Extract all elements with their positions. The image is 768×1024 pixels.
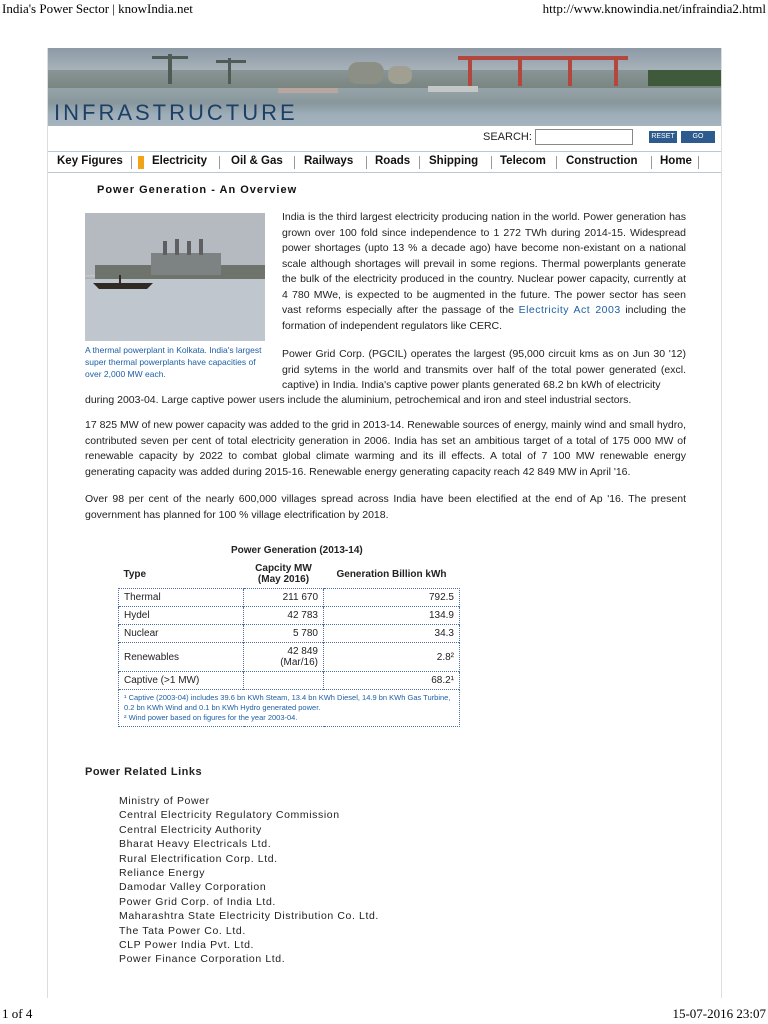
power-links-list [119, 794, 379, 967]
nav-separator [294, 156, 295, 169]
cell-capacity: 211 670 [244, 589, 324, 607]
thermal-powerplant-photo [85, 213, 265, 341]
page-title: Power Generation - An Overview [97, 184, 298, 196]
link-clp-india[interactable]: CLP Power India Pvt. Ltd. [119, 939, 255, 952]
table-notes-row [119, 690, 460, 727]
cell-capacity: 42 783 [244, 607, 324, 625]
cell-generation: 134.9 [324, 607, 460, 625]
paragraph-pgcil-cont: during 2003-04. Large captive power users include the aluminium, petrochemical and iron and steel industrial sectors. [85, 394, 632, 406]
cell-type: Thermal [119, 589, 244, 607]
nav-home[interactable]: Home [660, 155, 692, 167]
table-row [119, 607, 460, 625]
link-reliance-energy[interactable]: Reliance Energy [119, 867, 206, 880]
nav-roads[interactable]: Roads [375, 155, 411, 167]
links-section-title: Power Related Links [85, 766, 203, 778]
nav-railways[interactable]: Railways [304, 155, 354, 167]
link-cea[interactable]: Central Electricity Authority [119, 823, 262, 836]
paragraph-pgcil: Power Grid Corp. (PGCIL) operates the largest (95,000 circuit kms as on Jun 30 '12) grid sytems in the world and transmits over half of the total power generated (excl. captive) in India. India's captive power plants generated 68.2 bn kWh of electricity [282, 348, 686, 391]
main-nav [48, 151, 721, 173]
table-row [119, 625, 460, 643]
nav-separator [651, 156, 652, 169]
nav-separator [366, 156, 367, 169]
nav-separator [219, 156, 220, 169]
nav-electricity[interactable]: Electricity [152, 155, 207, 167]
cell-capacity: 42 849 (Mar/16) [244, 643, 324, 672]
nav-separator [419, 156, 420, 169]
banner-title: INFRASTRUCTURE [54, 100, 298, 125]
print-header-title: India's Power Sector | knowIndia.net [2, 1, 193, 16]
col-generation-header: Generation Billion kWh [336, 568, 447, 580]
reset-button[interactable]: RESET [649, 131, 677, 143]
nav-separator [698, 156, 699, 169]
col-capacity-header: Capcity MW (May 2016) [255, 563, 312, 585]
link-rec[interactable]: Rural Electrification Corp. Ltd. [119, 852, 278, 865]
link-dvc[interactable]: Damodar Valley Corporation [119, 881, 267, 894]
cell-type: Captive (>1 MW) [119, 672, 244, 690]
electricity-act-link[interactable]: Electricity Act 2003 [518, 304, 621, 316]
cell-capacity [244, 672, 324, 690]
cell-generation: 792.5 [324, 589, 460, 607]
cell-type: Hydel [119, 607, 244, 625]
powerplant-image [85, 213, 265, 341]
paragraph-renewables: 17 825 MW of new power capacity was added to the grid in 2013-14. Renewable sources of energy, mainly wind and small hydro, contributed seven per cent of total electricity generation in 2006. India has set an ambitious target of a total of 175 000 MW of renewable capacity by 2022 to combat global climate warming and its ill effects. A total of 7 100 MW renewable energy generating capacity was added during 2015-16. Renewable energy generating capacity reach 42 849 MW in April '16. [85, 419, 686, 478]
nav-separator [491, 156, 492, 169]
print-footer [0, 1004, 768, 1024]
nav-telecom[interactable]: Telecom [500, 155, 546, 167]
cell-type: Renewables [119, 643, 244, 672]
table-row [119, 643, 460, 672]
nav-key-figures[interactable]: Key Figures [57, 155, 123, 167]
search-input[interactable] [535, 129, 633, 145]
print-timestamp: 15-07-2016 23:07 [672, 1006, 766, 1021]
intro-text-before: India is the third largest electricity producing nation in the world. Power generation has grown over 100 fold since independence to 1 272 TWh during 2014-15. Widespread power shortages (upto 13 % a decade ago) have become non-existant on a national scale although shortages will prevail in some regions. Thermal powerplants generate the bulk of the electricity produced in the country. Nuclear power capacity, currently at 4 780 MWe, is expected to be augmented in the future. The power sector has seen vast reforms especially after the passage of the [282, 211, 686, 316]
intro-text-after: including the formation of independent regulators like CERC. [282, 304, 686, 332]
link-pfc[interactable]: Power Finance Corporation Ltd. [119, 953, 286, 966]
nav-separator [131, 156, 132, 169]
cell-generation: 34.3 [324, 625, 460, 643]
nav-oil-gas[interactable]: Oil & Gas [231, 155, 283, 167]
link-ministry-of-power[interactable]: Ministry of Power [119, 795, 210, 807]
table-note-captive: ¹ Captive (2003-04) includes 39.6 bn KWh Steam, 13.4 bn KWh Diesel, 14.9 bn KWh Gas Turbine, 0.2 bn KWh Wind and 0.1 bn KWh Hydro generated power. [124, 693, 451, 712]
power-generation-table [118, 560, 460, 727]
print-header [0, 0, 768, 18]
col-type-header: Type [123, 568, 147, 580]
search-label: SEARCH: [483, 131, 532, 143]
link-tata-power[interactable]: The Tata Power Co. Ltd. [119, 924, 246, 937]
photo-caption: A thermal powerplant in Kolkata. India's largest super thermal powerplants have capacities of over 2,000 MW each. [85, 345, 262, 379]
table-row [119, 672, 460, 690]
nav-separator [556, 156, 557, 169]
nav-active-marker [138, 156, 144, 169]
link-cerc[interactable]: Central Electricity Regulatory Commission [119, 809, 340, 822]
go-button[interactable]: GO [681, 131, 715, 143]
cell-generation: 2.8² [324, 643, 460, 672]
print-header-url: http://www.knowindia.net/infraindia2.html [542, 1, 766, 16]
page-content [47, 48, 722, 998]
link-msedcl[interactable]: Maharashtra State Electricity Distribution Co. Ltd. [119, 910, 379, 923]
table-note-wind: ² Wind power based on figures for the year 2003-04. [124, 713, 298, 722]
cell-capacity: 5 780 [244, 625, 324, 643]
table-header-row [119, 560, 460, 589]
search-bar [48, 129, 721, 147]
link-power-grid[interactable]: Power Grid Corp. of India Ltd. [119, 895, 276, 908]
intro-paragraph [282, 210, 686, 334]
cell-type: Nuclear [119, 625, 244, 643]
page-count: 1 of 4 [2, 1006, 33, 1021]
link-bhel[interactable]: Bharat Heavy Electricals Ltd. [119, 838, 272, 851]
nav-construction[interactable]: Construction [566, 155, 638, 167]
nav-shipping[interactable]: Shipping [429, 155, 479, 167]
table-row [119, 589, 460, 607]
infrastructure-banner [48, 48, 721, 126]
table-notes [119, 690, 460, 727]
paragraph-villages: Over 98 per cent of the nearly 600,000 villages spread across India have been electified at the end of Ap '16. The present government has planned for 100 % village electrification by 2018. [85, 493, 686, 521]
cell-generation: 68.2¹ [324, 672, 460, 690]
table-title: Power Generation (2013-14) [231, 545, 363, 556]
